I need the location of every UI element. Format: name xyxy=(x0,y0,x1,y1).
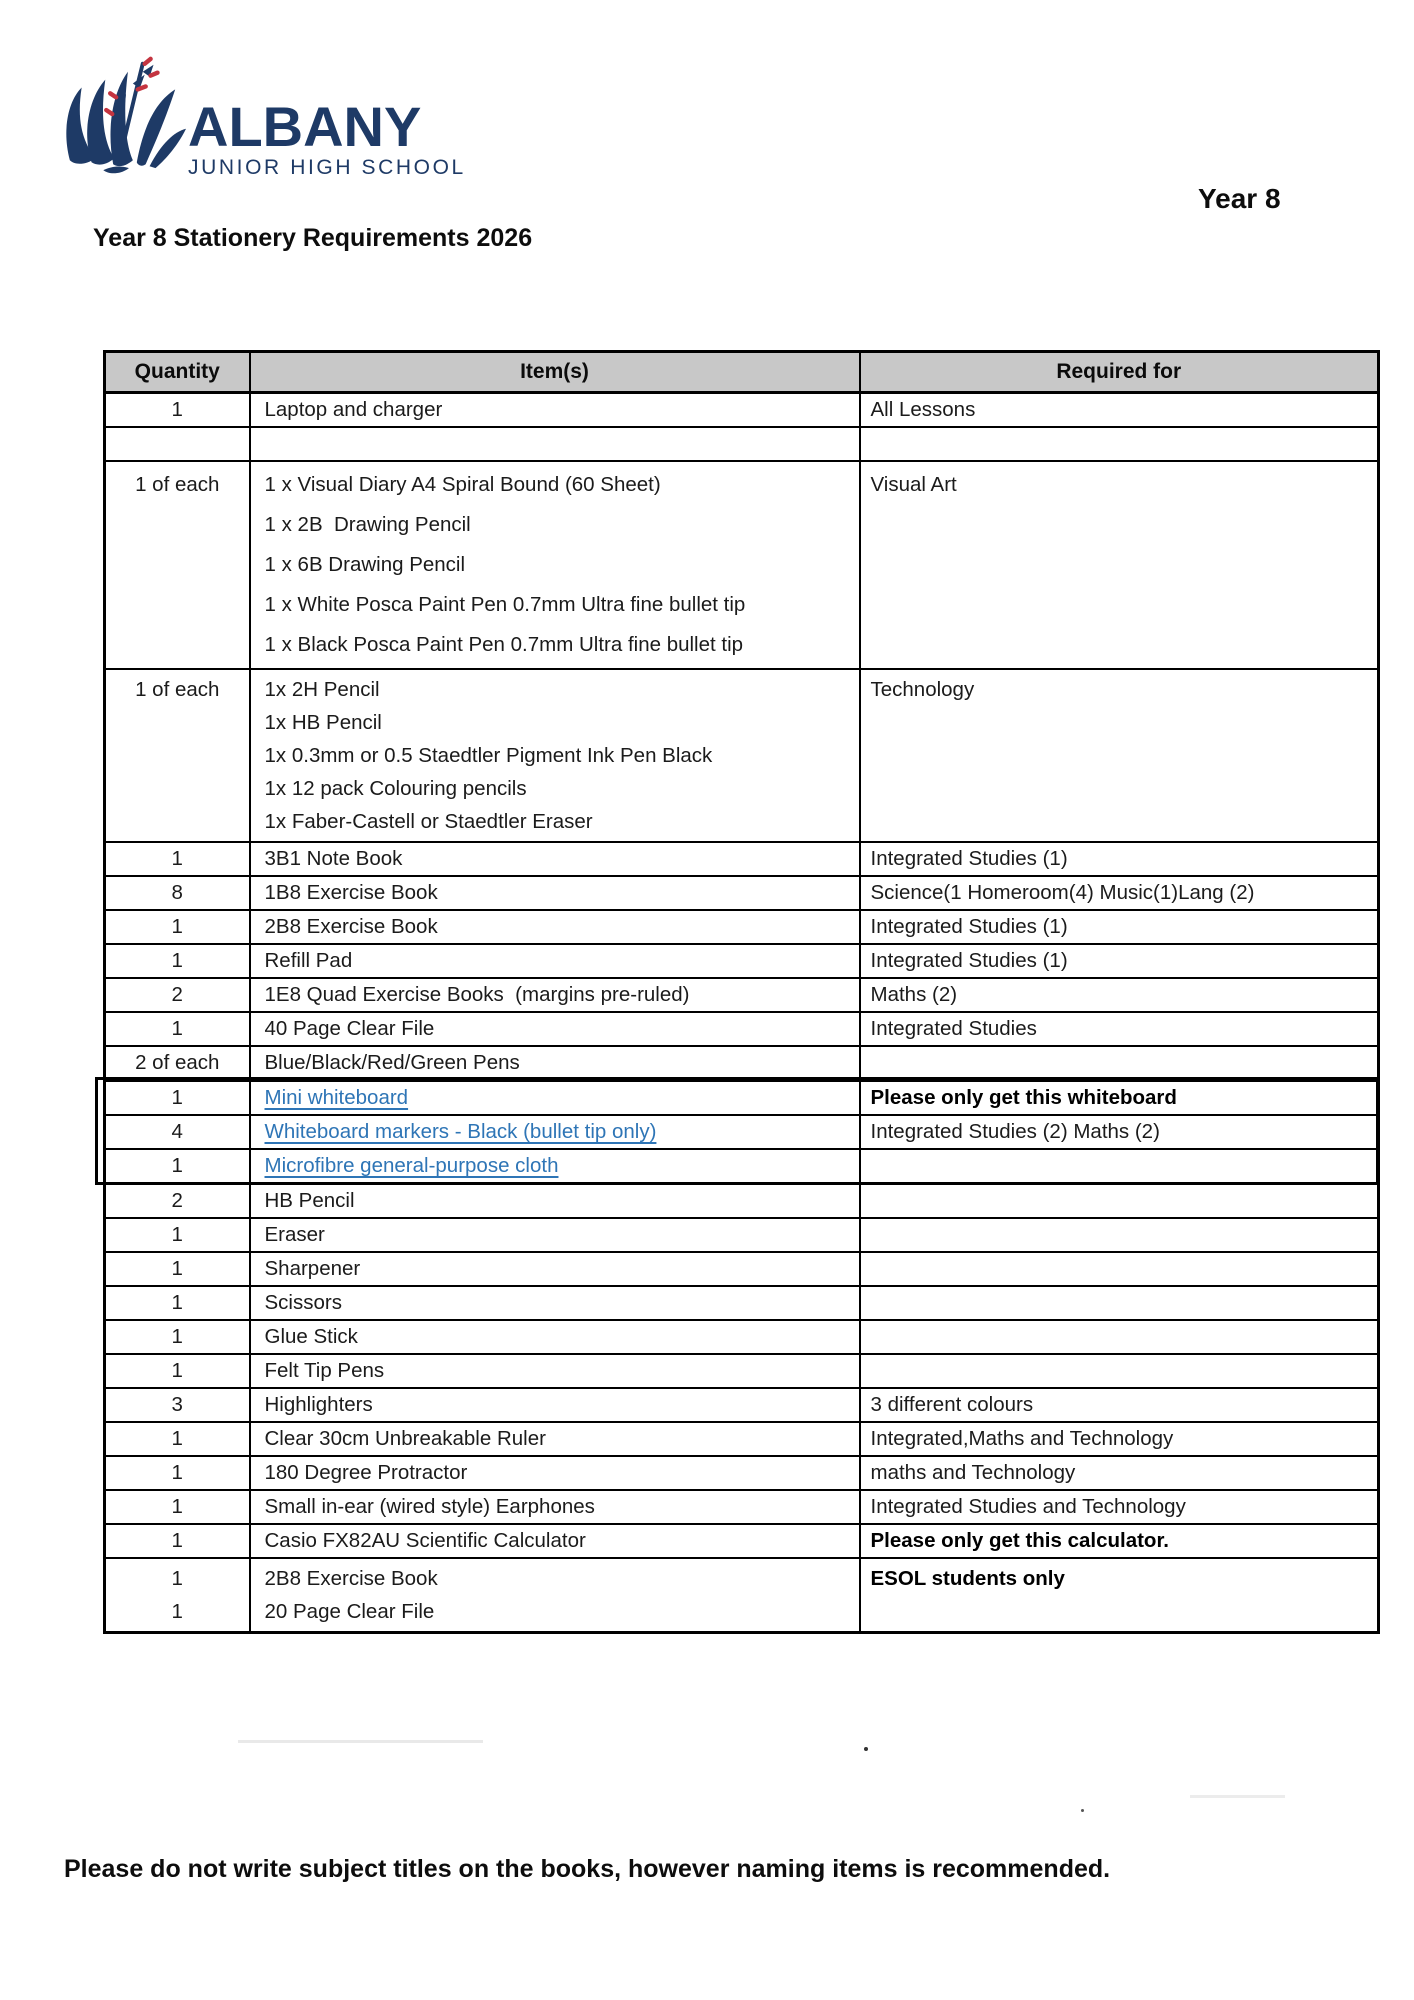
page-title: Year 8 Stationery Requirements 2026 xyxy=(93,224,533,252)
required-for-cell: maths and Technology xyxy=(860,1456,1379,1490)
items-cell xyxy=(250,1320,860,1354)
required-for-cell xyxy=(860,1149,1379,1184)
item-text: 40 Page Clear File xyxy=(264,1017,435,1040)
items-cell xyxy=(250,427,860,461)
required-for-cell: Integrated,Maths and Technology xyxy=(860,1422,1379,1456)
table-row xyxy=(105,1184,1379,1219)
table-container xyxy=(103,350,1377,1634)
required-for-cell xyxy=(860,1320,1379,1354)
quantity-value: 1 of each xyxy=(135,473,220,496)
quantity-cell xyxy=(105,1012,250,1046)
item-text: Glue Stick xyxy=(264,1325,358,1348)
table-row xyxy=(105,1252,1379,1286)
required-for-cell: All Lessons xyxy=(860,393,1379,428)
quantity-value: 2 xyxy=(171,983,183,1006)
quantity-cell xyxy=(105,944,250,978)
quantity-cell xyxy=(105,1252,250,1286)
scan-artifact-dot xyxy=(1081,1809,1084,1812)
quantity-cell xyxy=(105,1149,250,1184)
items-cell xyxy=(250,1218,860,1252)
items-cell xyxy=(250,1354,860,1388)
items-cell xyxy=(250,910,860,944)
items-cell xyxy=(250,1046,860,1081)
item-text: 1 x Black Posca Paint Pen 0.7mm Ultra fine bullet tip xyxy=(264,633,744,656)
quantity-value: 1 xyxy=(171,1154,183,1177)
item-text: Felt Tip Pens xyxy=(264,1359,385,1382)
item-text: Laptop and charger xyxy=(264,398,443,421)
table-row xyxy=(105,393,1379,428)
items-cell xyxy=(250,1252,860,1286)
scan-artifact-streak xyxy=(1190,1795,1285,1798)
quantity-value: 2 xyxy=(171,1189,183,1212)
items-cell xyxy=(250,1115,860,1149)
quantity-value: 4 xyxy=(171,1120,183,1143)
year-level-label: Year 8 xyxy=(1198,183,1281,214)
column-header-required-for: Required for xyxy=(860,352,1379,393)
table-row xyxy=(105,1046,1379,1081)
quantity-cell xyxy=(105,1524,250,1558)
items-cell xyxy=(250,1012,860,1046)
item-text: Small in-ear (wired style) Earphones xyxy=(264,1495,595,1518)
required-for-cell: Maths (2) xyxy=(860,978,1379,1012)
item-text: 1x Faber-Castell or Staedtler Eraser xyxy=(264,810,593,833)
items-cell xyxy=(250,1184,860,1219)
school-name: ALBANY xyxy=(188,95,422,159)
table-row xyxy=(105,1456,1379,1490)
item-text: Casio FX82AU Scientific Calculator xyxy=(264,1529,586,1552)
required-for-cell: Visual Art xyxy=(860,461,1379,669)
items-cell xyxy=(250,1524,860,1558)
required-for-cell xyxy=(860,1046,1379,1081)
table-row xyxy=(105,1320,1379,1354)
quantity-value: 8 xyxy=(171,881,183,904)
quantity-cell xyxy=(105,876,250,910)
required-for-cell: Integrated Studies and Technology xyxy=(860,1490,1379,1524)
flax-plant-icon xyxy=(60,42,188,190)
item-text: 3B1 Note Book xyxy=(264,847,403,870)
item-text: Scissors xyxy=(264,1291,342,1314)
table-row xyxy=(105,876,1379,910)
quantity-value: 1 xyxy=(171,1461,183,1484)
item-text: 2B8 Exercise Book xyxy=(264,915,438,938)
item-link[interactable]: Microfibre general-purpose cloth xyxy=(264,1154,559,1177)
item-text: 1x 2H Pencil xyxy=(264,678,380,701)
quantity-value: 2 of each xyxy=(135,1051,220,1074)
item-text: Eraser xyxy=(264,1223,325,1246)
item-text: 1 x 2B Drawing Pencil xyxy=(264,513,471,536)
item-text: Highlighters xyxy=(264,1393,373,1416)
quantity-cell xyxy=(105,978,250,1012)
items-cell xyxy=(250,978,860,1012)
quantity-value: 1 xyxy=(171,1359,183,1382)
table-row xyxy=(105,1490,1379,1524)
item-text: 1E8 Quad Exercise Books (margins pre-ruled) xyxy=(264,983,690,1006)
stationery-table xyxy=(103,350,1380,1634)
item-text: 1 x White Posca Paint Pen 0.7mm Ultra fine bullet tip xyxy=(264,593,746,616)
required-for-cell: Integrated Studies xyxy=(860,1012,1379,1046)
items-cell xyxy=(250,669,860,842)
quantity-cell xyxy=(105,1115,250,1149)
quantity-cell xyxy=(105,669,250,842)
quantity-cell xyxy=(105,1456,250,1490)
required-for-cell: Integrated Studies (1) xyxy=(860,910,1379,944)
table-row xyxy=(105,1218,1379,1252)
items-cell xyxy=(250,1149,860,1184)
items-cell xyxy=(250,876,860,910)
item-text: 1x HB Pencil xyxy=(264,711,382,734)
item-text: Clear 30cm Unbreakable Ruler xyxy=(264,1427,546,1450)
item-text: 1 x 6B Drawing Pencil xyxy=(264,553,466,576)
column-header-items: Item(s) xyxy=(250,352,860,393)
school-subtitle: JUNIOR HIGH SCHOOL xyxy=(188,156,466,179)
quantity-value: 1 xyxy=(171,1291,183,1314)
quantity-cell xyxy=(105,1490,250,1524)
required-for-cell: ESOL students only xyxy=(860,1558,1379,1633)
scan-artifact-streak xyxy=(238,1740,483,1743)
required-for-cell xyxy=(860,1184,1379,1219)
quantity-value: 1 xyxy=(171,398,183,421)
items-cell xyxy=(250,1558,860,1633)
item-text: 2B8 Exercise Book xyxy=(264,1567,438,1590)
item-link[interactable]: Mini whiteboard xyxy=(264,1086,409,1109)
table-row xyxy=(105,1354,1379,1388)
table-row xyxy=(105,1012,1379,1046)
table-row xyxy=(105,1524,1379,1558)
table-header-row xyxy=(105,352,1379,393)
required-for-cell: Science(1 Homeroom(4) Music(1)Lang (2) xyxy=(860,876,1379,910)
column-header-quantity: Quantity xyxy=(105,352,250,393)
required-for-cell xyxy=(860,427,1379,461)
item-text: Refill Pad xyxy=(264,949,353,972)
table-row xyxy=(105,461,1379,669)
item-text: 1B8 Exercise Book xyxy=(264,881,438,904)
quantity-cell xyxy=(105,393,250,428)
required-for-cell: Technology xyxy=(860,669,1379,842)
quantity-cell xyxy=(105,1081,250,1116)
table-row xyxy=(105,427,1379,461)
quantity-cell xyxy=(105,1320,250,1354)
item-link[interactable]: Whiteboard markers - Black (bullet tip only) xyxy=(264,1120,657,1143)
quantity-cell xyxy=(105,1354,250,1388)
items-cell xyxy=(250,461,860,669)
table-row xyxy=(105,1149,1379,1184)
items-cell xyxy=(250,1388,860,1422)
stationery-table-body xyxy=(105,393,1379,1633)
required-for-cell: 3 different colours xyxy=(860,1388,1379,1422)
item-text: 1x 12 pack Colouring pencils xyxy=(264,777,527,800)
required-for-cell: Integrated Studies (1) xyxy=(860,842,1379,876)
item-text: Sharpener xyxy=(264,1257,361,1280)
quantity-cell xyxy=(105,1286,250,1320)
item-text: 20 Page Clear File xyxy=(264,1600,435,1623)
scan-artifact-dot xyxy=(864,1747,868,1751)
quantity-cell xyxy=(105,1184,250,1219)
item-text: 1 x Visual Diary A4 Spiral Bound (60 Sheet) xyxy=(264,473,661,496)
required-for-cell xyxy=(860,1354,1379,1388)
items-cell xyxy=(250,842,860,876)
quantity-cell xyxy=(105,910,250,944)
table-row xyxy=(105,1081,1379,1116)
quantity-value: 1 xyxy=(171,915,183,938)
quantity-cell xyxy=(105,1422,250,1456)
quantity-cell xyxy=(105,427,250,461)
quantity-value: 1 xyxy=(171,1223,183,1246)
table-row xyxy=(105,1558,1379,1633)
items-cell xyxy=(250,1286,860,1320)
quantity-cell xyxy=(105,461,250,669)
quantity-value: 1 xyxy=(171,1600,183,1623)
quantity-value: 1 xyxy=(171,1017,183,1040)
footer-note: Please do not write subject titles on the books, however naming items is recommended. xyxy=(64,1855,1111,1883)
items-cell xyxy=(250,944,860,978)
items-cell xyxy=(250,1081,860,1116)
items-cell xyxy=(250,393,860,428)
items-cell xyxy=(250,1490,860,1524)
quantity-value: 1 xyxy=(171,949,183,972)
table-row xyxy=(105,944,1379,978)
quantity-value: 1 xyxy=(171,1529,183,1552)
quantity-cell xyxy=(105,842,250,876)
quantity-value: 1 xyxy=(171,1257,183,1280)
quantity-cell xyxy=(105,1388,250,1422)
quantity-cell xyxy=(105,1558,250,1633)
table-row xyxy=(105,669,1379,842)
table-row xyxy=(105,1388,1379,1422)
item-text: Blue/Black/Red/Green Pens xyxy=(264,1051,520,1074)
table-row xyxy=(105,910,1379,944)
required-for-cell xyxy=(860,1218,1379,1252)
required-for-cell: Please only get this calculator. xyxy=(860,1524,1379,1558)
quantity-value: 1 xyxy=(171,1495,183,1518)
quantity-value: 1 xyxy=(171,1086,183,1109)
required-for-cell xyxy=(860,1252,1379,1286)
required-for-cell: Integrated Studies (2) Maths (2) xyxy=(860,1115,1379,1149)
quantity-value: 1 xyxy=(171,1325,183,1348)
school-logo-text xyxy=(188,95,466,190)
table-row xyxy=(105,1115,1379,1149)
required-for-cell: Integrated Studies (1) xyxy=(860,944,1379,978)
school-logo xyxy=(60,42,466,190)
table-row xyxy=(105,978,1379,1012)
quantity-cell xyxy=(105,1046,250,1081)
item-text: HB Pencil xyxy=(264,1189,355,1212)
required-for-cell xyxy=(860,1286,1379,1320)
item-text: 1x 0.3mm or 0.5 Staedtler Pigment Ink Pen Black xyxy=(264,744,713,767)
table-row xyxy=(105,842,1379,876)
quantity-value: 1 of each xyxy=(135,678,220,701)
quantity-cell xyxy=(105,1218,250,1252)
quantity-value: 1 xyxy=(171,1567,183,1590)
item-text: 180 Degree Protractor xyxy=(264,1461,468,1484)
items-cell xyxy=(250,1422,860,1456)
quantity-value: 1 xyxy=(171,1427,183,1450)
items-cell xyxy=(250,1456,860,1490)
table-row xyxy=(105,1286,1379,1320)
quantity-value: 1 xyxy=(171,847,183,870)
table-row xyxy=(105,1422,1379,1456)
required-for-cell: Please only get this whiteboard xyxy=(860,1081,1379,1116)
quantity-value: 3 xyxy=(171,1393,183,1416)
